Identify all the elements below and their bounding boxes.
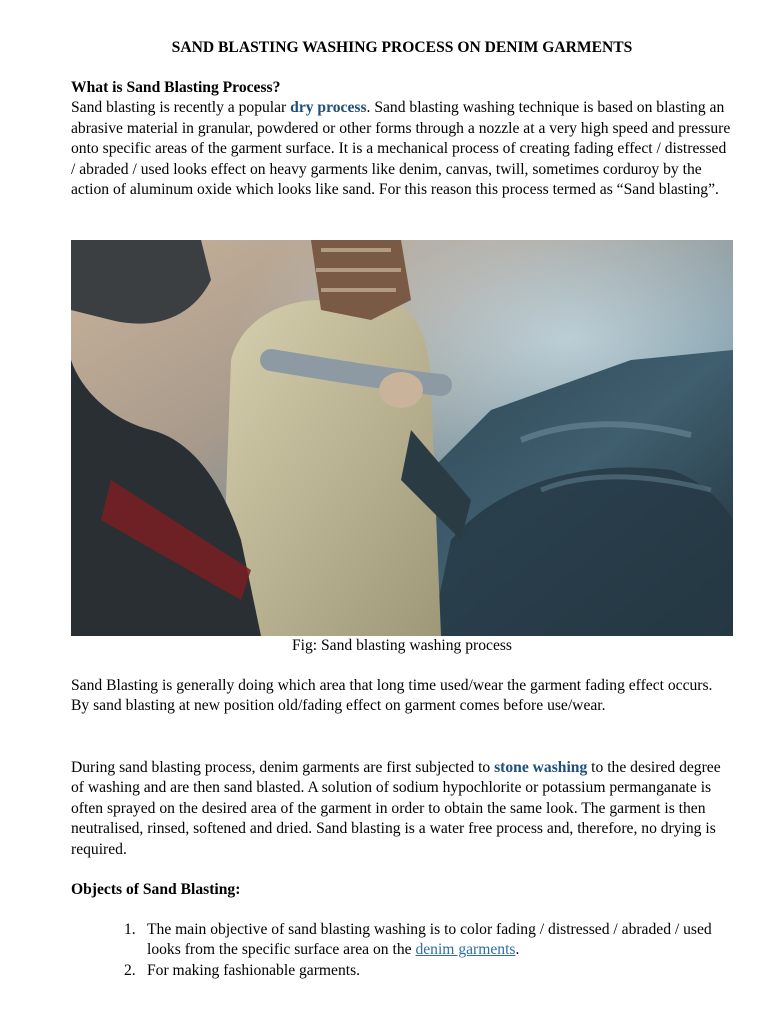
figure-caption: Fig: Sand blasting washing process	[291, 637, 513, 654]
list-item-text: The main objective of sand blasting washing is to color fading / distressed / abraded / used looks from the specific surface area on the	[147, 921, 712, 959]
section-heading-what-is: What is Sand Blasting Process?	[71, 79, 281, 96]
dry-process-link[interactable]: dry process	[290, 99, 367, 117]
photo-illustration	[71, 240, 733, 636]
list-item	[71, 920, 733, 961]
fading-effect-paragraph: Sand Blasting is generally doing which area that long time used/wear the garment fading effect occurs. By sand blasting at new position old/fading effect on garment comes before use/wear.	[71, 677, 713, 715]
stone-washing-link[interactable]: stone washing	[494, 759, 588, 776]
objects-heading: Objects of Sand Blasting:	[71, 881, 241, 898]
intro-text-start: Sand blasting is recently a popular	[71, 99, 291, 117]
process-paragraph	[71, 758, 733, 860]
process-text-start: During sand blasting process, denim garments are first subjected to	[71, 759, 495, 776]
intro-paragraph	[71, 98, 733, 200]
list-item	[71, 961, 733, 981]
list-number: 1.	[124, 921, 136, 938]
list-item-period: .	[515, 941, 520, 959]
process-text-end: to the desired degree of washing and are then sand blasted. A solution of sodium hypochlorite or potassium permanganate is often sprayed on the desired area of the garment in order to obtain the same look. The garment is then neutralised, rinsed, softened and dried. Sand blasting is a water free process and, therefore, no drying is required.	[71, 759, 721, 858]
intro-text-end: . Sand blasting washing technique is based on blasting an abrasive material in granular, powdered or other forms through a nozzle at a very high speed and pressure onto specific areas of the garment surface. It is a mechanical process of creating fading effect / distressed / abraded / used looks effect on heavy garments like denim, canvas, twill, sometimes corduroy by the action of aluminum oxide which looks like sand. For this reason this process termed as “Sand blasting”.	[71, 99, 731, 199]
list-number: 2.	[124, 961, 136, 979]
denim-garments-link[interactable]: denim garments	[415, 941, 516, 959]
list-item-text: For making fashionable garments.	[147, 961, 361, 979]
sand-blasting-photo	[71, 240, 733, 636]
document-title: SAND BLASTING WASHING PROCESS ON DENIM GARMENTS	[171, 39, 633, 56]
section-what-is	[71, 78, 733, 200]
objects-list	[71, 920, 733, 981]
